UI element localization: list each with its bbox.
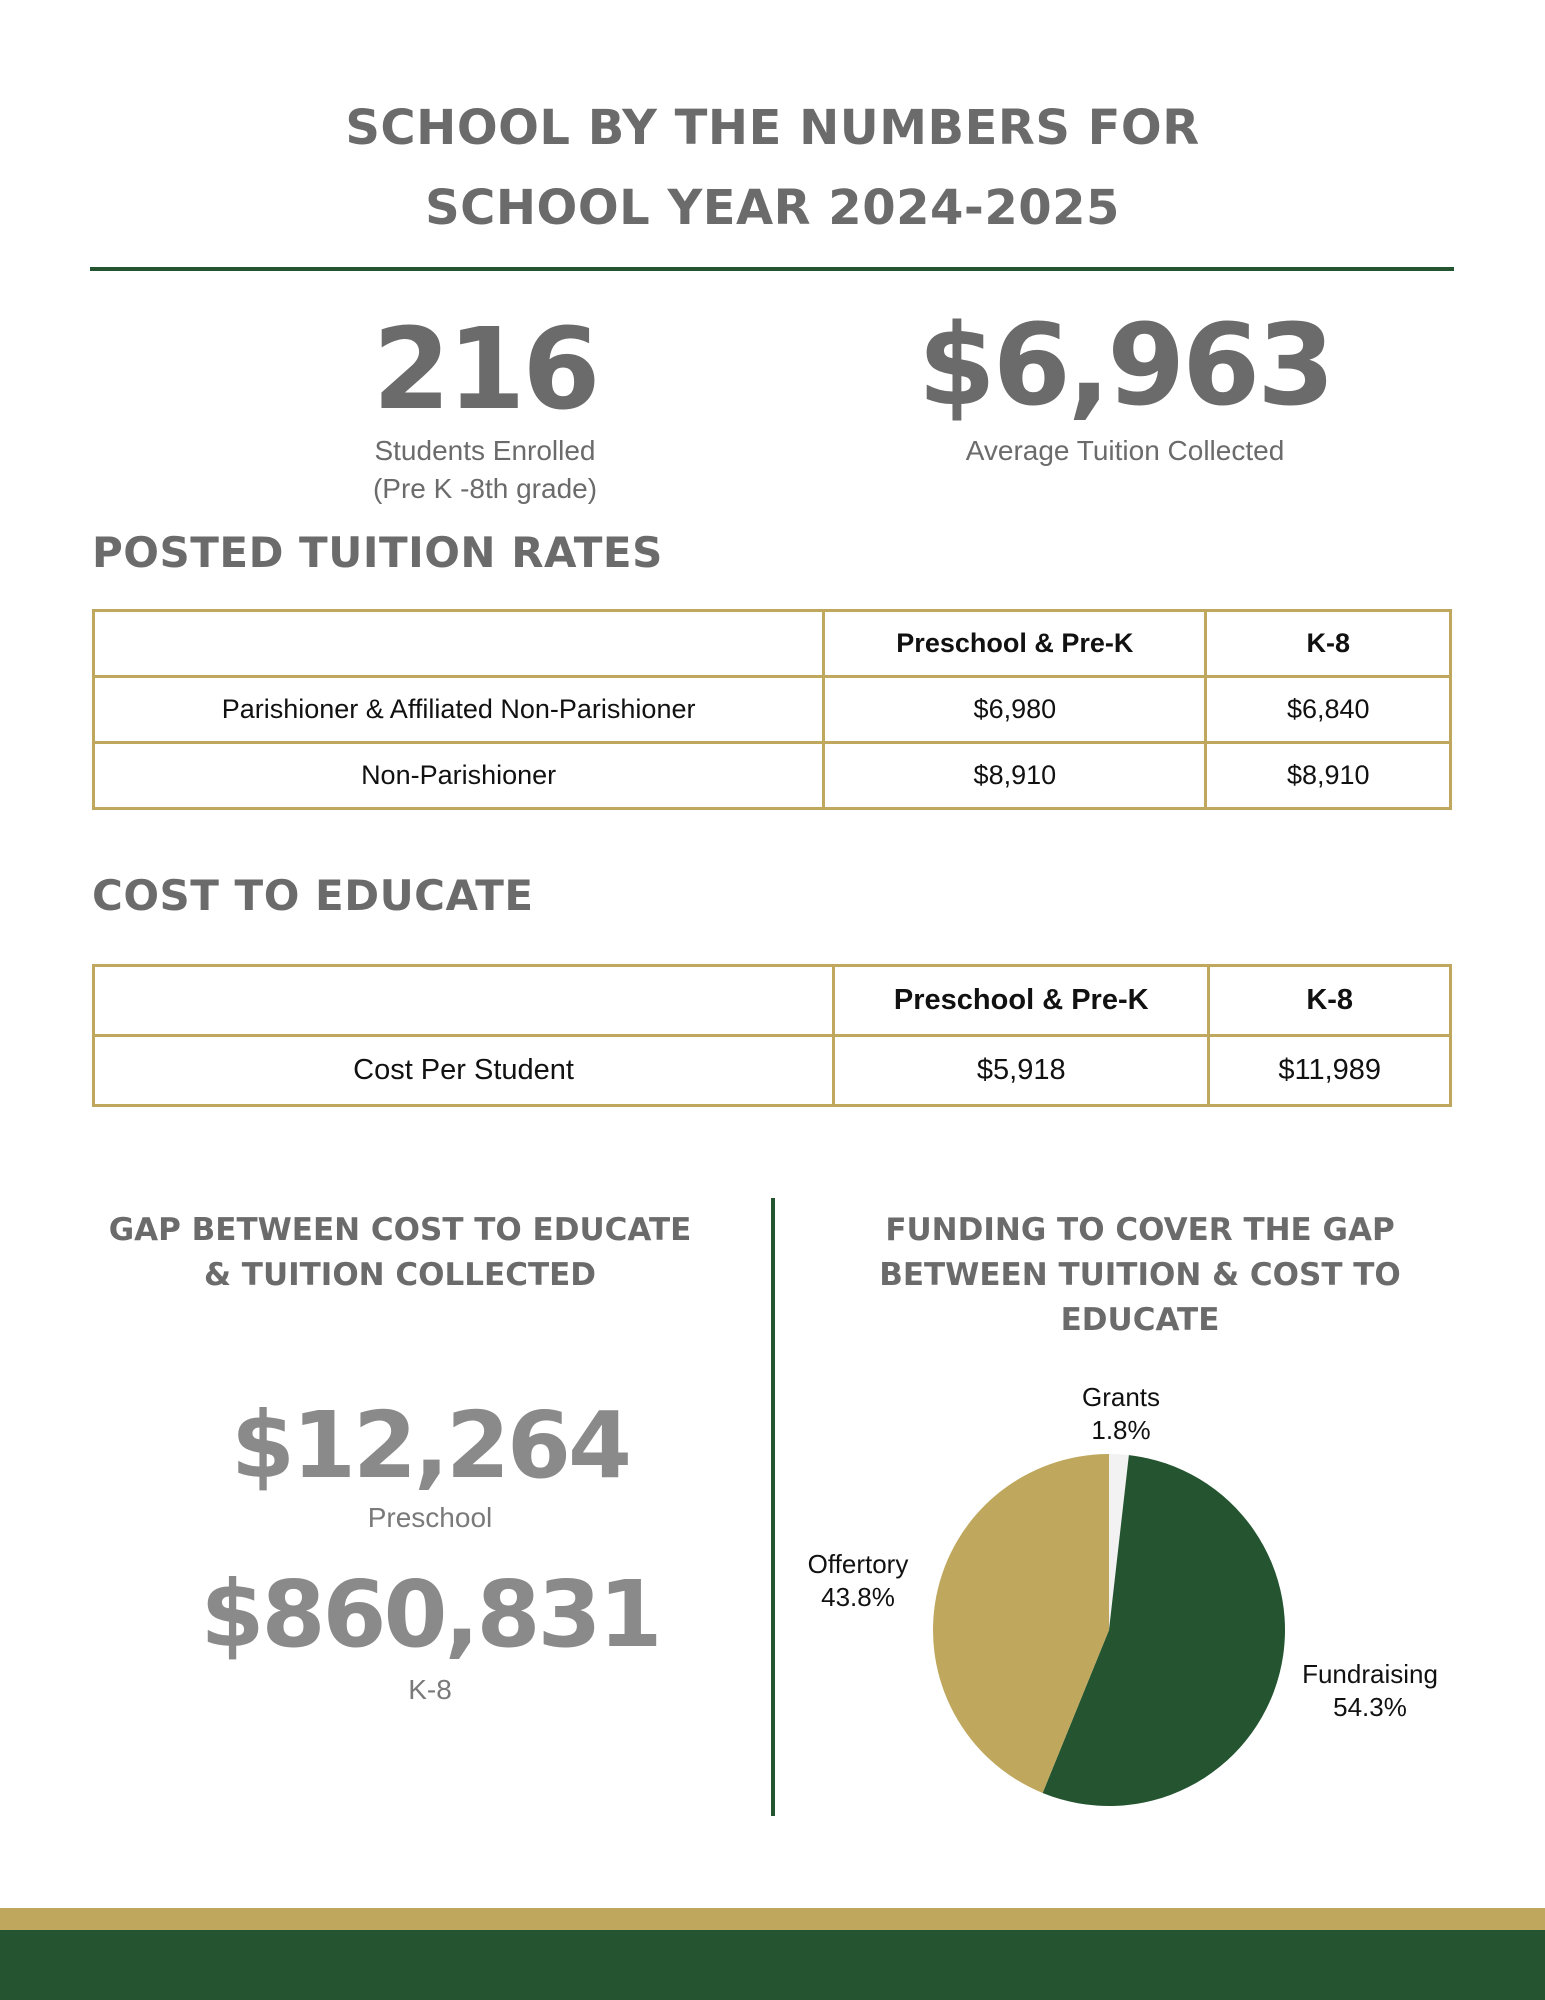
table-cell: Parishioner & Affiliated Non-Parishioner bbox=[94, 677, 824, 743]
pie-value-offertory: 43.8% bbox=[821, 1582, 895, 1612]
page-title bbox=[0, 88, 1545, 248]
table-header-row bbox=[94, 611, 1451, 677]
table-row bbox=[94, 1036, 1451, 1106]
footer-green-band bbox=[0, 1930, 1545, 2000]
stat-enrolled-sublabel: (Pre K -8th grade) bbox=[372, 473, 598, 504]
table-cell: Cost Per Student bbox=[94, 1036, 834, 1106]
gap-preschool-value: $12,264 bbox=[230, 1392, 630, 1499]
table-header-cell bbox=[94, 611, 824, 677]
funding-heading-line-1: FUNDING TO COVER THE GAP bbox=[885, 1212, 1395, 1248]
posted-tuition-table bbox=[92, 609, 1452, 810]
gap-k8-label: K-8 bbox=[408, 1674, 452, 1705]
table-cell: $6,840 bbox=[1206, 677, 1451, 743]
pie-value-fundraising: 54.3% bbox=[1333, 1692, 1407, 1722]
title-divider bbox=[90, 267, 1454, 271]
footer-gold-band bbox=[0, 1908, 1545, 1930]
pie-label-fundraising: Fundraising bbox=[1302, 1659, 1438, 1689]
posted-tuition-heading: POSTED TUITION RATES bbox=[92, 528, 663, 577]
cost-to-educate-table bbox=[92, 964, 1452, 1107]
table-cell: Non-Parishioner bbox=[94, 743, 824, 809]
stat-enrolled-value: 216 bbox=[372, 305, 598, 435]
table-header-cell bbox=[94, 966, 834, 1036]
gap-preschool-label: Preschool bbox=[367, 1502, 493, 1533]
funding-pie-chart bbox=[760, 1370, 1520, 1830]
table-row bbox=[94, 743, 1451, 809]
stat-tuition-value: $6,963 bbox=[917, 301, 1333, 431]
table-header-cell: Preschool & Pre-K bbox=[824, 611, 1206, 677]
table-cell: $8,910 bbox=[824, 743, 1206, 809]
table-cell: $8,910 bbox=[1206, 743, 1451, 809]
pie-label-grants: Grants bbox=[1081, 1382, 1161, 1412]
table-row bbox=[94, 677, 1451, 743]
funding-heading bbox=[840, 1208, 1440, 1343]
table-cell: $11,989 bbox=[1209, 1036, 1451, 1106]
table-header-cell: K-8 bbox=[1209, 966, 1451, 1036]
gap-heading-line-2: & TUITION COLLECTED bbox=[203, 1257, 597, 1293]
title-line-1: SCHOOL BY THE NUMBERS FOR bbox=[345, 100, 1200, 156]
gap-heading bbox=[90, 1208, 710, 1298]
table-cell: $5,918 bbox=[834, 1036, 1209, 1106]
pie-label-offertory: Offertory bbox=[807, 1549, 909, 1579]
stat-students-enrolled bbox=[285, 305, 685, 508]
cost-to-educate-heading: COST TO EDUCATE bbox=[92, 871, 534, 920]
funding-heading-line-2: BETWEEN TUITION & COST TO bbox=[879, 1257, 1401, 1293]
table-cell: $6,980 bbox=[824, 677, 1206, 743]
gap-k8-value: $860,831 bbox=[200, 1561, 660, 1668]
stat-enrolled-label: Students Enrolled bbox=[374, 435, 596, 466]
table-header-cell: Preschool & Pre-K bbox=[834, 966, 1209, 1036]
stat-average-tuition bbox=[860, 300, 1390, 470]
gap-heading-line-1: GAP BETWEEN COST TO EDUCATE bbox=[108, 1212, 692, 1248]
stat-tuition-label: Average Tuition Collected bbox=[965, 435, 1285, 466]
funding-heading-line-3: EDUCATE bbox=[1060, 1302, 1220, 1338]
pie-value-grants: 1.8% bbox=[1091, 1415, 1151, 1445]
table-header-cell: K-8 bbox=[1206, 611, 1451, 677]
title-line-2: SCHOOL YEAR 2024-2025 bbox=[425, 180, 1120, 236]
table-header-row bbox=[94, 966, 1451, 1036]
